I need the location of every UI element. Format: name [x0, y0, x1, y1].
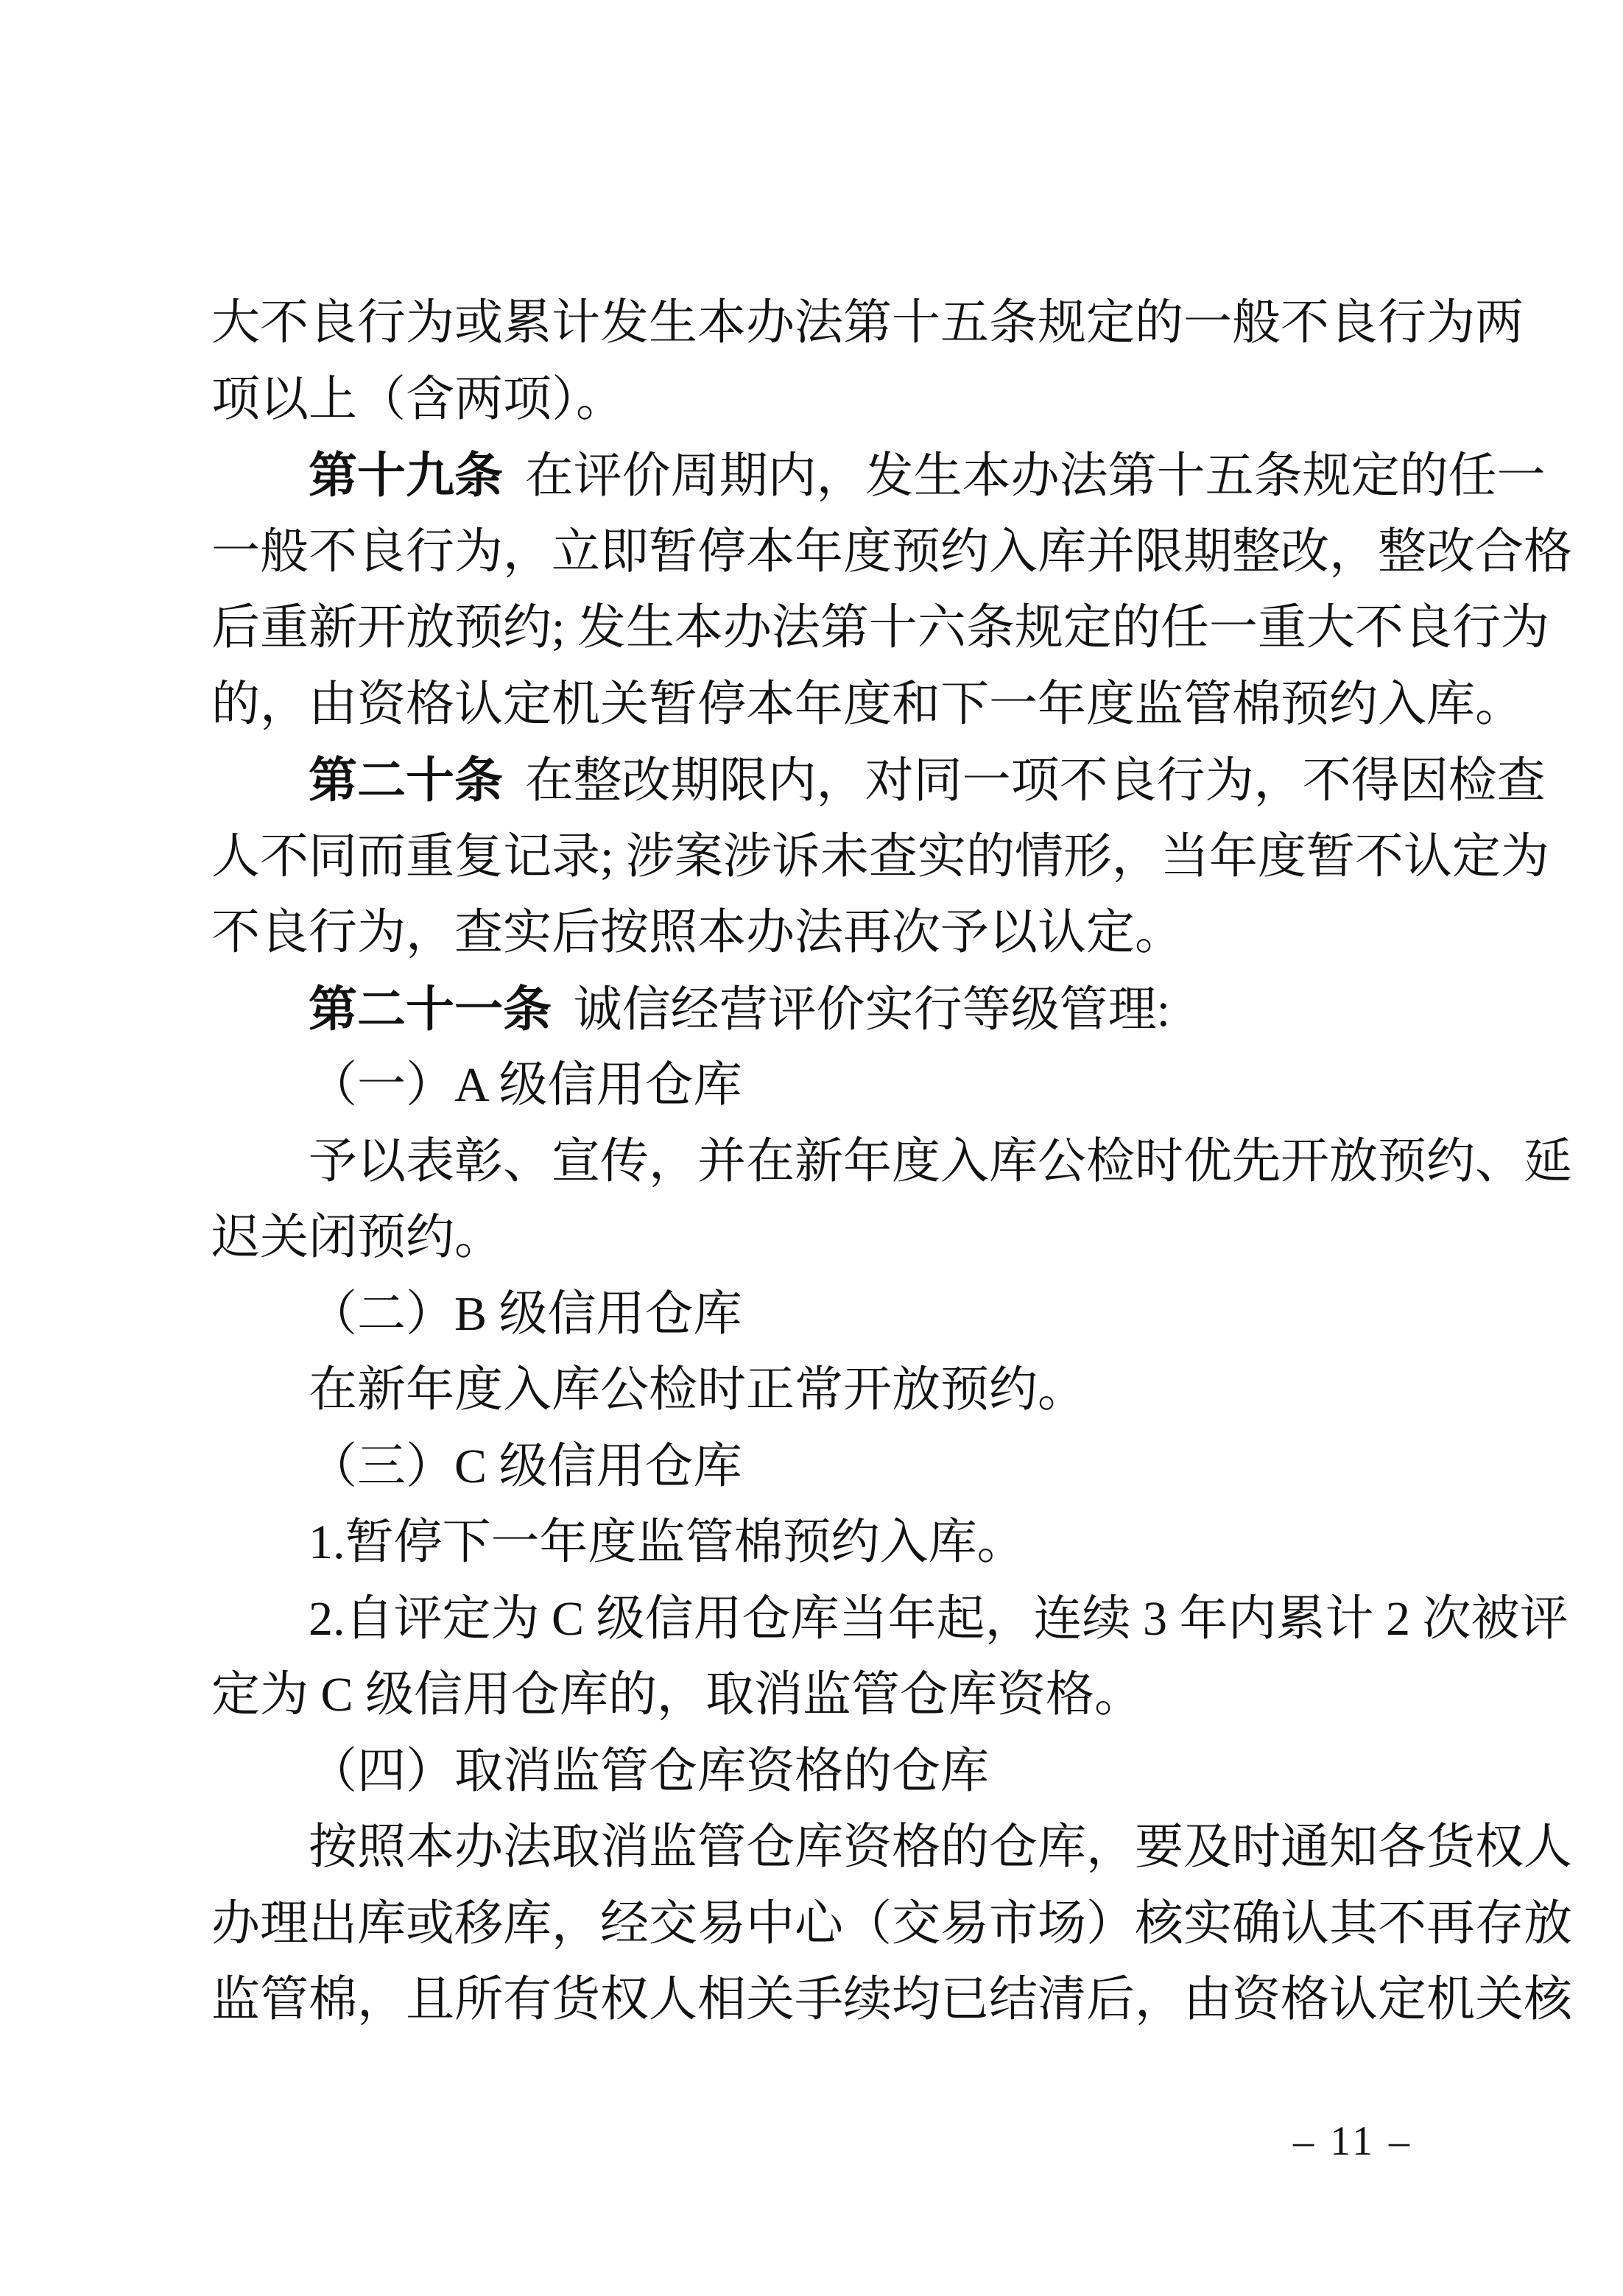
article-21	[211, 971, 1435, 1048]
item-c-point-1	[211, 1504, 1435, 1581]
article-number: 第十九条	[309, 448, 503, 502]
article-text: 在整改期限内，对同一项不良行为，不得因检查	[524, 754, 1546, 808]
item-c-point-2	[211, 1581, 1569, 1733]
text-line: 后重新开放预约; 发生本办法第十六条规定的任一重大不良行为	[211, 601, 1549, 655]
text-line: （二）B 级信用仓库	[309, 1286, 742, 1341]
article-text: 在评价周期内，发生本办法第十五条规定的任一	[524, 449, 1546, 503]
article-20	[211, 742, 1549, 971]
page-number: – 11 –	[1293, 2119, 1412, 2164]
para-continuation	[211, 285, 1524, 437]
text-line: 1.暂停下一年度监管棉预约入库。	[309, 1515, 1026, 1569]
text-line: 一般不良行为，立即暂停本年度预约入库并限期整改，整改合格	[211, 524, 1572, 579]
text-line: 人不同而重复记录; 涉案涉诉未查实的情形，当年度暂不认定为	[211, 829, 1549, 884]
item-c-heading	[211, 1429, 1435, 1505]
item-a-heading	[211, 1047, 1435, 1124]
article-number: 第二十一条	[309, 981, 552, 1036]
text-line: 大不良行为或累计发生本办法第十五条规定的一般不良行为两	[211, 296, 1524, 350]
text-line: 迟关闭预约。	[211, 1211, 503, 1264]
text-line: 监管棉，且所有货权人相关手续均已结清后，由资格认定机关核	[211, 1973, 1572, 2026]
item-d-body	[211, 1809, 1572, 2038]
text-line: （一）A 级信用仓库	[309, 1058, 742, 1112]
text-line	[211, 742, 1546, 819]
text-line: 按照本办法取消监管仓库资格的仓库，要及时通知各货权人	[309, 1820, 1572, 1874]
text-line	[211, 971, 1435, 1048]
article-number: 第二十条	[309, 753, 503, 807]
text-line: 办理出库或移库，经交易中心（交易市场）核实确认其不再存放	[211, 1896, 1572, 1951]
item-d-heading	[211, 1733, 1435, 1810]
text-line: 2.自评定为 C 级信用仓库当年起，连续 3 年内累计 2 次被评	[309, 1591, 1569, 1646]
article-19	[211, 437, 1572, 742]
text-line: 予以表彰、宣传，并在新年度入库公检时优先开放预约、延	[309, 1134, 1572, 1189]
item-b-body	[211, 1352, 1435, 1429]
text-line: （三）C 级信用仓库	[309, 1439, 742, 1493]
text-line: 项以上（含两项）。	[211, 372, 624, 426]
text-line: （四）取消监管仓库资格的仓库	[309, 1744, 989, 1798]
item-a-body	[211, 1124, 1572, 1276]
text-line: 不良行为，查实后按照本办法再次予以认定。	[211, 906, 1183, 959]
text-line	[211, 437, 1546, 514]
text-line: 的，由资格认定机关暂停本年度和下一年度监管棉预约入库。	[211, 677, 1524, 731]
text-line: 定为 C 级信用仓库的，取消监管仓库资格。	[211, 1668, 1144, 1722]
text-line: 在新年度入库公检时正常开放预约。	[309, 1363, 1086, 1417]
document-body	[211, 285, 1572, 2038]
item-b-heading	[211, 1276, 1435, 1353]
article-text: 诚信经营评价实行等级管理:	[573, 982, 1171, 1037]
